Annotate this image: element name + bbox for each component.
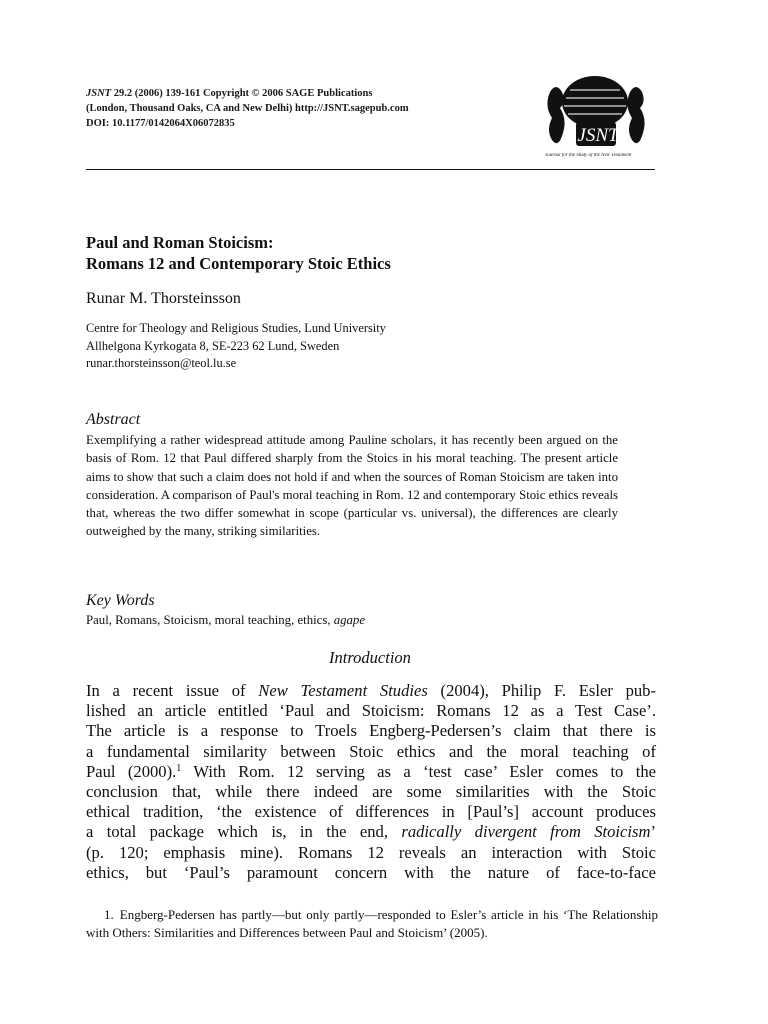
footnote-number: 1. — [104, 907, 114, 922]
journal-header — [86, 86, 506, 131]
body-line: ethics, but ‘Paul’s paramount concern with the nature of face-to-face — [86, 862, 656, 882]
body-line: a fundamental similarity between Stoic ethics and the moral teaching of — [86, 741, 656, 761]
footnote-ref[interactable]: 1 — [176, 762, 182, 774]
footnote-1 — [86, 906, 658, 941]
jsnt-logo — [540, 72, 652, 164]
abstract-heading: Abstract — [86, 411, 141, 428]
publisher-line: (London, Thousand Oaks, CA and New Delhi) http://JSNT.sagepub.com — [86, 103, 409, 114]
body-line: (p. 120; emphasis mine). Romans 12 reveals an interaction with Stoic — [86, 842, 656, 862]
body-line: The article is a response to Troels Engberg-Pedersen’s claim that there is — [86, 721, 656, 741]
logo-caption: Journal for the Study of the New Testament — [545, 153, 632, 158]
introduction-heading: Introduction — [329, 648, 411, 667]
keywords-list: Paul, Romans, Stoicism, moral teaching, ethics, agape — [86, 613, 366, 627]
body-line: In a recent issue of New Testament Studies (2004), Philip F. Esler pub- — [86, 681, 656, 700]
citation-line: JSNT 29.2 (2006) 139-161 Copyright © 2006 SAGE Publications — [86, 88, 373, 99]
doi-line: DOI: 10.1177/0142064X06072835 — [86, 118, 235, 129]
body-line: conclusion that, while there indeed are some similarities with the Stoic — [86, 781, 656, 801]
logo-text: JSNT — [577, 125, 619, 146]
author-email[interactable]: runar.thorsteinsson@teol.lu.se — [86, 356, 237, 370]
keyword-agape: agape — [333, 613, 366, 627]
title-line-2: Romans 12 and Contemporary Stoic Ethics — [86, 254, 391, 273]
body-line: ethical tradition, ‘the existence of differences in [Paul’s] account produces — [86, 802, 656, 822]
introduction-body — [86, 681, 656, 883]
affiliation-address: Allhelgona Kyrkogata 8, SE-223 62 Lund, Sweden — [86, 338, 340, 353]
body-line: lished an article entitled ‘Paul and Stoicism: Romans 12 as a Test Case’. — [86, 701, 656, 721]
footnote-text: Engberg-Pedersen has partly—but only partly—responded to Esler’s article in his ‘The Relationship with Others: Similarities and Differences between Paul and Stoicism’ (2005). — [86, 907, 658, 940]
abstract-text: Exemplifying a rather widespread attitude among Pauline scholars, it has recently been argued on the basis of Rom. 12 that Paul differed sharply from the Stoics in his moral teaching. The present article aims to show that such a claim does not hold if and when the sources of Roman Stoicism are taken into consideration. A comparison of Paul's moral teaching in Rom. 12 and contemporary Stoic ethics reveals that, whereas the two differ somewhat in scope (particular vs. universal), the differences are clearly outweighed by the many, striking similarities. — [86, 433, 618, 539]
journal-abbrev: JSNT — [86, 88, 112, 99]
header-rule — [86, 169, 655, 170]
author-affiliation — [86, 320, 646, 373]
title-line-1: Paul and Roman Stoicism: — [86, 233, 274, 252]
body-line: a total package which is, in the end, radically divergent from Stoicism’ — [86, 822, 656, 842]
author-name: Runar M. Thorsteinsson — [86, 290, 241, 307]
affiliation-institution: Centre for Theology and Religious Studies, Lund University — [86, 321, 386, 335]
article-title — [86, 232, 646, 274]
body-line: Paul (2000).$^1$ With Rom. 12 serving as a ‘test case’ Esler comes to the — [86, 761, 656, 781]
keywords-heading: Key Words — [86, 592, 155, 609]
